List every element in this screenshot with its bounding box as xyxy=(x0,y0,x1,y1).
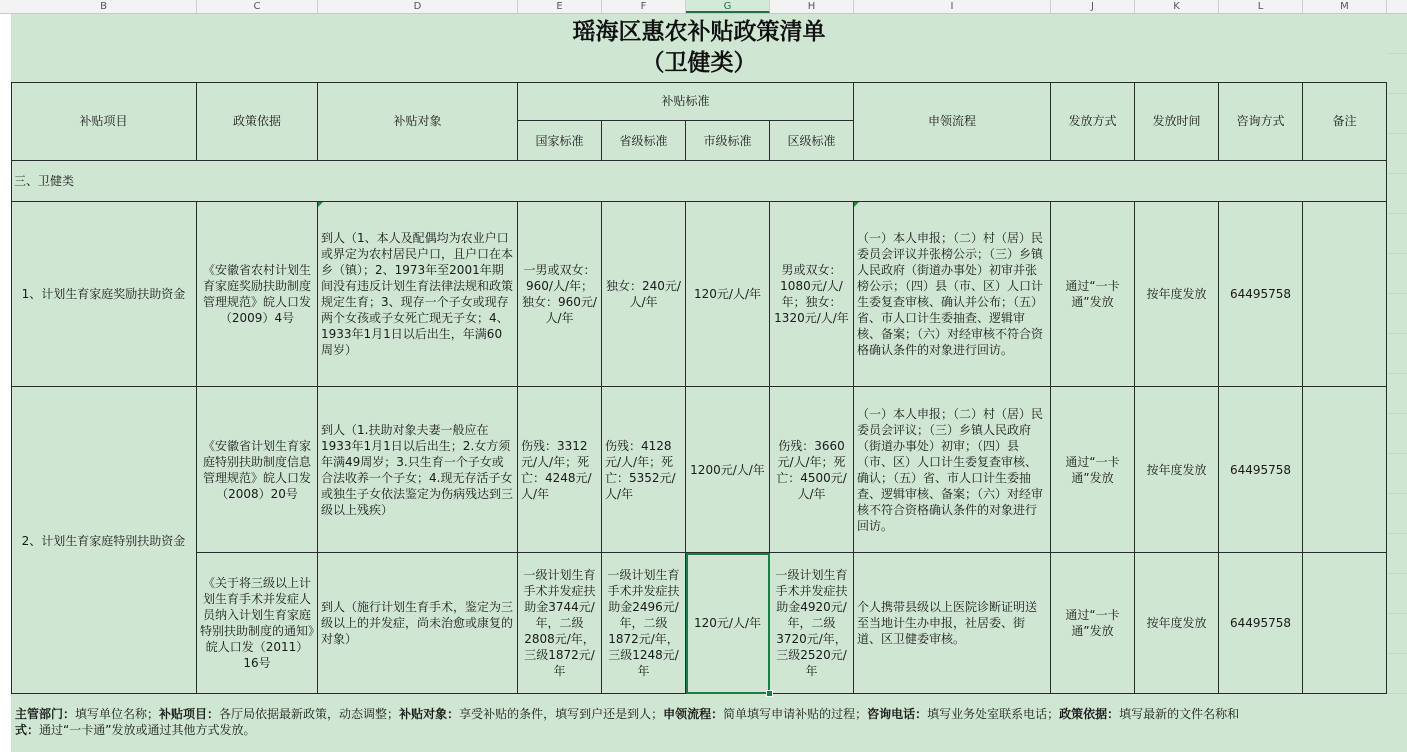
header-city[interactable]: 市级标准 xyxy=(686,121,770,161)
row3-city-selected-cell[interactable]: 120元/人/年 xyxy=(686,553,770,694)
column-header-l[interactable]: L xyxy=(1219,0,1303,13)
note-basis-text: 填写最新的文件名称和 xyxy=(1119,707,1240,721)
row3-provincial[interactable]: 一级计划生育手术并发症扶助金2496元/年，二级1872元/年，三级1248元/年 xyxy=(602,553,686,694)
row1-contact[interactable]: 64495758 xyxy=(1219,202,1303,387)
row1-method[interactable]: 通过“一卡通”发放 xyxy=(1051,202,1135,387)
row1-national[interactable]: 一男或双女：960/人/年；独女：960元/人/年 xyxy=(518,202,602,387)
header-standard[interactable]: 补贴标准 xyxy=(518,82,854,121)
column-header-g[interactable]: G xyxy=(686,0,770,13)
header-district[interactable]: 区级标准 xyxy=(770,121,854,161)
row1-basis[interactable]: 《安徽省农村计划生育家庭奖励扶助制度管理规范》皖人口发（2009）4号 xyxy=(197,202,318,387)
header-basis[interactable]: 政策依据 xyxy=(197,82,318,161)
header-contact[interactable]: 咨询方式 xyxy=(1219,82,1303,161)
header-national[interactable]: 国家标准 xyxy=(518,121,602,161)
row3-national[interactable]: 一级计划生育手术并发症扶助金3744元/年，二级2808元/年，三级1872元/年 xyxy=(518,553,602,694)
row2-district[interactable]: 伤残：3660元/人/年；死亡：4500元/人/年 xyxy=(770,387,854,553)
row2-item[interactable]: 2、计划生育家庭特别扶助资金 xyxy=(11,387,197,553)
note-phone-label: 咨询电话： xyxy=(867,707,928,721)
row1-time[interactable]: 按年度发放 xyxy=(1135,202,1219,387)
row1-city[interactable]: 120元/人/年 xyxy=(686,202,770,387)
header-remark[interactable]: 备注 xyxy=(1303,82,1387,161)
row2-method[interactable]: 通过“一卡通”发放 xyxy=(1051,387,1135,553)
row1-target[interactable]: 到人（1、本人及配偶均为农业户口或界定为农村居民户口，且户口在本乡（镇）；2、1973年至2001年期间没有违反计划生育法律法规和政策规定生育；3、现存一个子女或现存两个女孩或子女死亡现无子女；4、1933年1月1日以后出生，年满60周岁） xyxy=(318,202,518,387)
row1-provincial[interactable]: 独女：240元/人/年 xyxy=(602,202,686,387)
header-process[interactable]: 申领流程 xyxy=(854,82,1051,161)
row2-contact[interactable]: 64495758 xyxy=(1219,387,1303,553)
note-target-label: 补贴对象： xyxy=(399,707,460,721)
row2-basis[interactable]: 《安徽省计划生育家庭特别扶助制度信息管理规范》皖人口发（2008）20号 xyxy=(197,387,318,553)
header-provincial[interactable]: 省级标准 xyxy=(602,121,686,161)
note-target-text: 享受补贴的条件，填写到户还是到人； xyxy=(459,707,664,721)
row3-remark[interactable] xyxy=(1303,553,1387,694)
row2-city[interactable]: 1200元/人/年 xyxy=(686,387,770,553)
row2-national[interactable]: 伤残：3312元/人/年；死亡：4248元/人/年 xyxy=(518,387,602,553)
column-header-c[interactable]: C xyxy=(197,0,318,13)
row3-contact[interactable]: 64495758 xyxy=(1219,553,1303,694)
sheet-title[interactable] xyxy=(11,16,1387,78)
section-row[interactable]: 三、卫健类 xyxy=(11,161,1387,202)
column-header-f[interactable]: F xyxy=(602,0,686,13)
column-header-i[interactable]: I xyxy=(854,0,1051,13)
column-header-d[interactable]: D xyxy=(318,0,518,13)
gridlines xyxy=(1387,14,1407,694)
row3-method[interactable]: 通过“一卡通”发放 xyxy=(1051,553,1135,694)
row2-remark[interactable] xyxy=(1303,387,1387,553)
column-header-h[interactable]: H xyxy=(770,0,854,13)
column-header-k[interactable]: K xyxy=(1135,0,1219,13)
row2-process[interactable]: （一）本人申报；（二）村（居）民委员会评议；（三）乡镇人民政府（街道办事处）初审；（四）县（市、区）人口计生委复查审核、确认；（五）省、市人口计生委抽查、逻辑审核、备案；（六）对经审核不符合资格确认条件的对象进行回访。 xyxy=(854,387,1051,553)
row3-district[interactable]: 一级计划生育手术并发症扶助金4920元/年，二级3720元/年，三级2520元/年 xyxy=(770,553,854,694)
title-line-1: 瑶海区惠农补贴政策清单 xyxy=(572,18,826,45)
row1-district[interactable]: 男或双女：1080元/人/年；独女：1320元/人/年 xyxy=(770,202,854,387)
note-method-text: 通过“一卡通”发放或通过其他方式发放。 xyxy=(39,723,256,737)
row1-process[interactable]: （一）本人申报；（二）村（居）民委员会评议并张榜公示；（三）乡镇人民政府（街道办事处）初审并张榜公示；（四）县（市、区）人口计生委复查审核、确认并公布；（五）省、市人口计生委抽查、逻辑审核、备案；（六）对经审核不符合资格确认条件的对象进行回访。 xyxy=(854,202,1051,387)
note-process-text: 简单填写申请补贴的过程； xyxy=(723,707,868,721)
row3-process[interactable]: 个人携带县级以上医院诊断证明送至当地计生办申报，社居委、街道、区卫健委审核。 xyxy=(854,553,1051,694)
column-header-e[interactable]: E xyxy=(518,0,602,13)
note-dept-label: 主管部门： xyxy=(15,707,76,721)
header-target[interactable]: 补贴对象 xyxy=(318,82,518,161)
column-header-bar xyxy=(0,0,1407,14)
row3-target[interactable]: 到人（施行计划生育手术，鉴定为三级以上的并发症，尚未治愈或康复的对象） xyxy=(318,553,518,694)
row2-provincial[interactable]: 伤残：4128元/人/年；死亡：5352元/人/年 xyxy=(602,387,686,553)
note-item-text: 各厅局依据最新政策，动态调整； xyxy=(219,707,400,721)
column-header-j[interactable]: J xyxy=(1051,0,1135,13)
note-basis-label: 政策依据： xyxy=(1059,707,1120,721)
title-line-2: （卫健类） xyxy=(641,49,757,76)
row3-time[interactable]: 按年度发放 xyxy=(1135,553,1219,694)
note-method-label: 式： xyxy=(15,723,40,737)
header-method[interactable]: 发放方式 xyxy=(1051,82,1135,161)
header-item[interactable]: 补贴项目 xyxy=(11,82,197,161)
row3-basis[interactable]: 《关于将三级以上计划生育手术并发症人员纳入计划生育家庭特别扶助制度的通知》皖人口发（2011）16号 xyxy=(197,553,318,694)
row2-item-merged[interactable] xyxy=(11,553,197,694)
row1-remark[interactable] xyxy=(1303,202,1387,387)
footer-note[interactable] xyxy=(15,706,1385,738)
note-item-label: 补贴项目： xyxy=(159,707,220,721)
column-header-m[interactable]: M xyxy=(1303,0,1387,13)
row2-time[interactable]: 按年度发放 xyxy=(1135,387,1219,553)
header-time[interactable]: 发放时间 xyxy=(1135,82,1219,161)
note-phone-text: 填写业务处室联系电话； xyxy=(927,707,1060,721)
row1-item[interactable]: 1、计划生育家庭奖励扶助资金 xyxy=(11,202,197,387)
note-process-label: 申领流程： xyxy=(663,707,724,721)
fill-handle[interactable] xyxy=(766,690,773,697)
column-header-b[interactable]: B xyxy=(11,0,197,13)
note-dept-text: 填写单位名称； xyxy=(75,707,160,721)
row2-target[interactable]: 到人（1.扶助对象夫妻一般应在1933年1月1日以后出生；2.女方须年满49周岁；3.只生育一个子女或合法收养一个子女；4.现无存活子女或独生子女依法鉴定为伤病残达到三级以上残疾） xyxy=(318,387,518,553)
